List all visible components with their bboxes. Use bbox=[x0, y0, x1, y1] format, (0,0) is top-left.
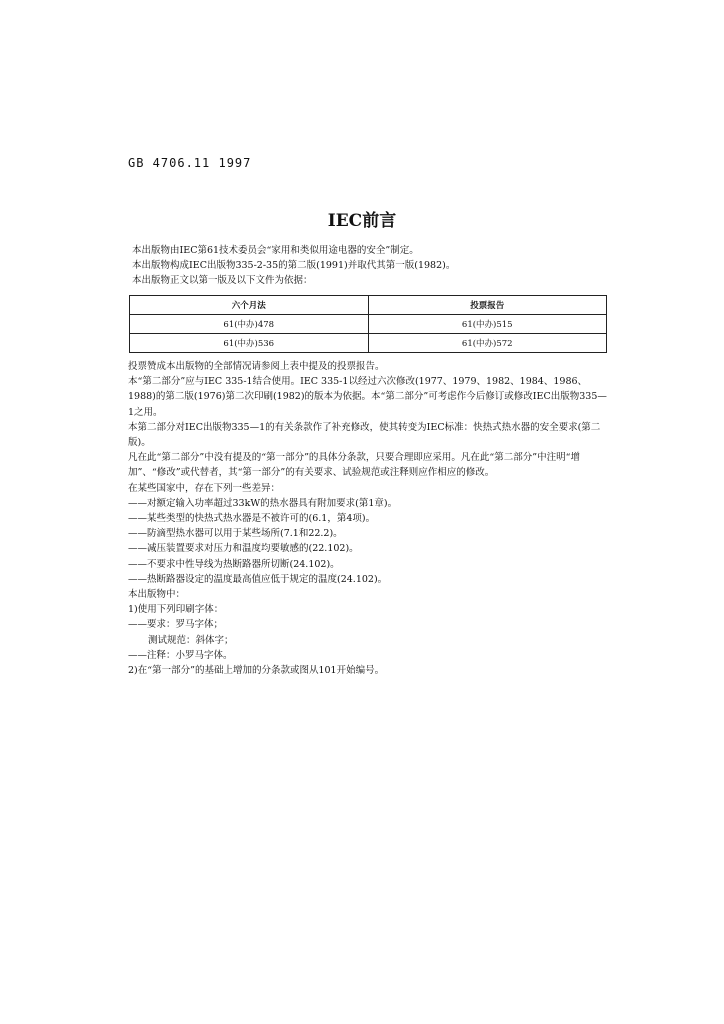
list-item: 2)在“第一部分”的基础上增加的分条款或图从101开始编号。 bbox=[128, 665, 385, 677]
documents-table bbox=[129, 295, 607, 353]
table-row bbox=[130, 334, 607, 353]
table-cell: 61(中办)478 bbox=[130, 315, 369, 334]
table-cell: 61(中办)515 bbox=[368, 315, 607, 334]
difference-item: ——不要求中性导线为热断路器所切断(24.102)。 bbox=[128, 558, 340, 570]
paragraph: 本出版物中： bbox=[128, 589, 186, 601]
list-item: ——注释：小罗马字体。 bbox=[128, 649, 233, 661]
paragraph: 凡在此“第二部分”中没有提及的“第一部分”的具体分条款，只要合理即应采用。凡在此“第二部分”中注明“增加”、“修改”或代替者，其“第一部分”的有关要求、试验规范或注释则应作相应的修改。 bbox=[128, 452, 580, 479]
difference-item: ——对额定输入功率超过33kW的热水器具有附加要求(第1章)。 bbox=[128, 497, 398, 509]
list-item: ——要求：罗马字体； bbox=[128, 619, 224, 631]
difference-item: ——防滴型热水器可以用于某些场所(7.1和22.2)。 bbox=[128, 528, 343, 540]
difference-item: ——热断路器设定的温度最高值应低于规定的温度(24.102)。 bbox=[128, 573, 388, 585]
page-title: IEC前言 bbox=[327, 211, 397, 231]
table-header-cell: 六个月法 bbox=[130, 296, 369, 315]
paragraph: 在某些国家中，存在下列一些差异： bbox=[128, 482, 281, 494]
table-row bbox=[130, 315, 607, 334]
intro-line: 本出版物构成IEC出版物335-2-35的第二版(1991)并取代其第一版(1982)。 bbox=[132, 260, 456, 271]
table-cell: 61(中办)536 bbox=[130, 334, 369, 353]
table-cell: 61(中办)572 bbox=[368, 334, 607, 353]
body-text bbox=[118, 359, 610, 678]
table-header-cell: 投票报告 bbox=[368, 296, 607, 315]
list-item: 测试规范：斜体字； bbox=[148, 634, 234, 646]
intro-line: 本出版物由IEC第61技术委员会“家用和类似用途电器的安全”制定。 bbox=[132, 245, 419, 256]
intro-line: 本出版物正文以第一版及以下文件为依据： bbox=[132, 275, 313, 286]
paragraph: 本第二部分对IEC出版物335—1的有关条款作了补充修改，使其转变为IEC标准：快热式热水器的安全要求(第二版)。 bbox=[128, 421, 601, 449]
list-item: 1)使用下列印刷字体： bbox=[128, 604, 224, 616]
standard-code: GB 4706.11 1997 bbox=[128, 156, 252, 170]
difference-item: ——某些类型的快热式热水器是不被许可的(6.1，第4项)。 bbox=[128, 513, 376, 525]
paragraph: 本“第二部分”应与IEC 335-1结合使用。IEC 335-1以经过六次修改(1977、1979、1982、1984、1986、1988)的第二版(1976)第二次印刷(1982)的版本为依据。本“第二部分”可考虑作今后修订或修改IEC出版物335—1之用。 bbox=[128, 376, 607, 418]
paragraph: 投票赞成本出版物的全部情况请参阅上表中提及的投票报告。 bbox=[128, 361, 385, 372]
intro-section bbox=[132, 243, 612, 288]
difference-item: ——减压装置要求对压力和温度均要敏感的(22.102)。 bbox=[128, 543, 359, 555]
table-header-row bbox=[130, 296, 607, 315]
